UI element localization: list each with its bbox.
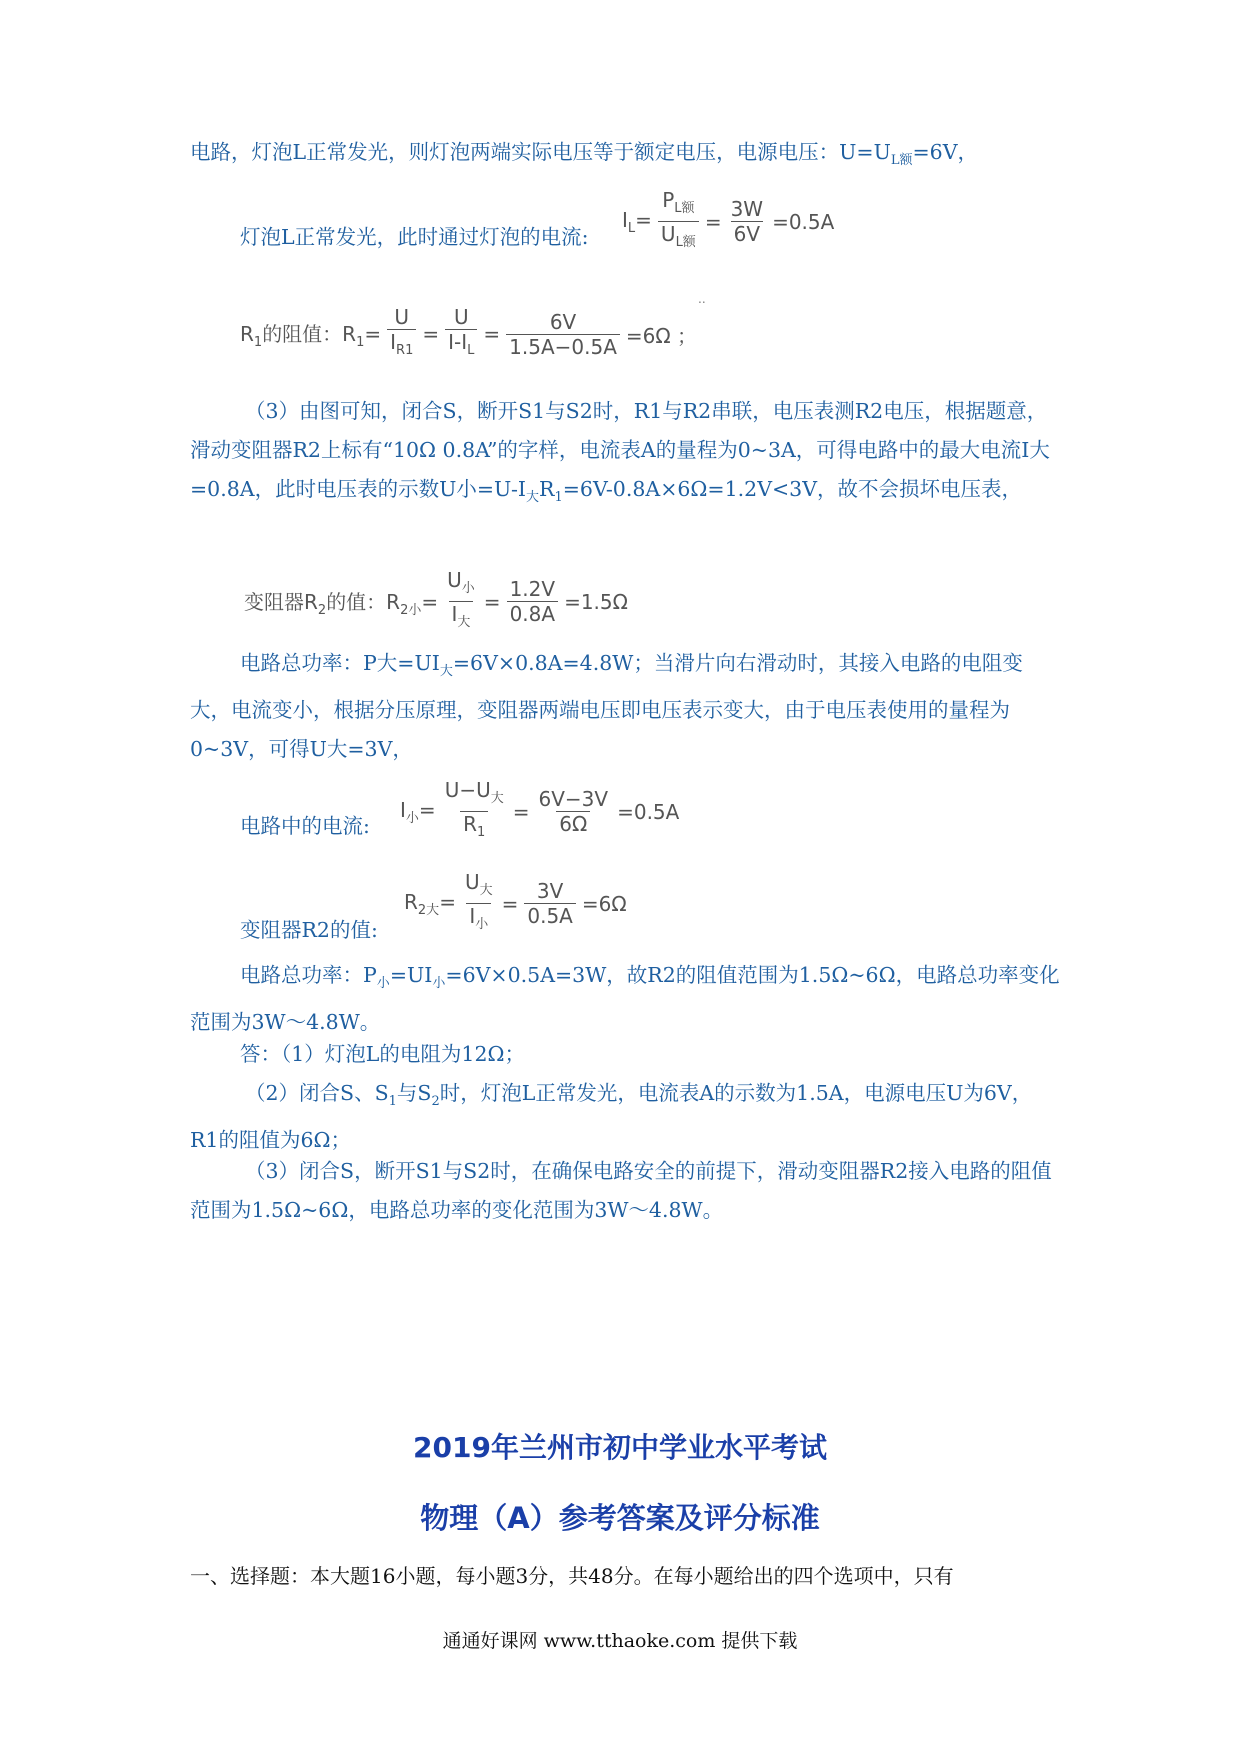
label-min-current: 电路中的电流: (240, 814, 370, 838)
paragraph-part3: （3）由图可知，闭合S，断开S1与S2时，R1与R2串联，电压表测R2电压，根据题意，滑动变阻器R2上标有“10Ω 0.8A”的字样，电流表A的量程为0~3A，可得电路中的最大电流I大=0.8A，此时电压表的示数U小$=U-I_大R_1=6V-0.8A\times 6\Omega=1.2V<3V$，故不会损坏电压表， (190, 399, 1050, 506)
equation-r2-min: 变阻器$R_2$的值：$R_{2小}=$ $\frac{U_小}{I_大}$ = $\frac{1.2V}{0.8A}$ =1.5Ω (244, 568, 628, 635)
label-lamp-current: 灯泡L正常发光，此时通过灯泡的电流: (240, 225, 589, 249)
paragraph-power-min: 电路总功率：$P_小=UI_小=6V\times 0.5A=3W$，故R2的阻值范围为1.5Ω~6Ω，电路总功率变化范围为3W～4.8W。 (190, 963, 1060, 1035)
page-subtitle: 物理（A）参考答案及评分标准 (420, 1501, 820, 1535)
paragraph-power-max: 电路总功率：P大$=UI_大=6V\times 0.8A=4.8W$；当滑片向右滑动时，其接入电路的电阻变大，电流变小，根据分压原理，变阻器两端电压即电压表示变大，由于电压表使用的量程为0~3V，可得U大=3V， (190, 651, 1023, 762)
answer-3: （3）闭合S，断开S1与S2时，在确保电路安全的前提下，滑动变阻器R2接入电路的阻值范围为1.5Ω~6Ω，电路总功率的变化范围为3W～4.8W。 (190, 1159, 1052, 1222)
text-line-supply-voltage: 电路，灯泡L正常发光，则灯泡两端实际电压等于额定电压，电源电压：$U=U_{L额}=6V$， (190, 140, 979, 169)
equation-r2-max: $R_{2大}=$ $\frac{U_大}{I_小}$ = $\frac{3V}{0.5A}$ =6Ω (404, 870, 627, 937)
answer-1: 答：（1）灯泡L的电阻为12Ω； (240, 1042, 525, 1066)
equation-r1: $R_1$的阻值：$R_1=$ $\frac{U}{I_{R1}}$ = $\frac{U}{I-I_L}$ = $\frac{6V}{1.5A-0.5A}$ =6Ω ； (240, 305, 697, 363)
equation-lamp-current: $I_L=$ $\frac{P_{L额}}{U_{L额}}$ = $\frac{3W}{6V}$ =0.5A (622, 188, 834, 255)
equation-min-current: $I_小=$ $\frac{U-U_大}{R_1}$ = $\frac{6V-3V}{6\Omega}$ =0.5A (400, 778, 679, 845)
footer-credit: 通通好课网 www.tthaoke.com 提供下载 (442, 1630, 798, 1652)
section-multiple-choice: 一、选择题：本大题16小题，每小题3分，共48分。在每小题给出的四个选项中，只有 (190, 1564, 954, 1588)
label-r2-max: 变阻器R2的值: (240, 918, 378, 942)
answer-2: （2）闭合S、$S_1$与$S_2$时，灯泡L正常发光，电流表A的示数为1.5A，电源电压U为6V，R1的阻值为6Ω； (190, 1081, 1033, 1153)
page-title: 2019年兰州市初中学业水平考试 (413, 1431, 827, 1464)
stray-dots: .. (698, 292, 706, 306)
